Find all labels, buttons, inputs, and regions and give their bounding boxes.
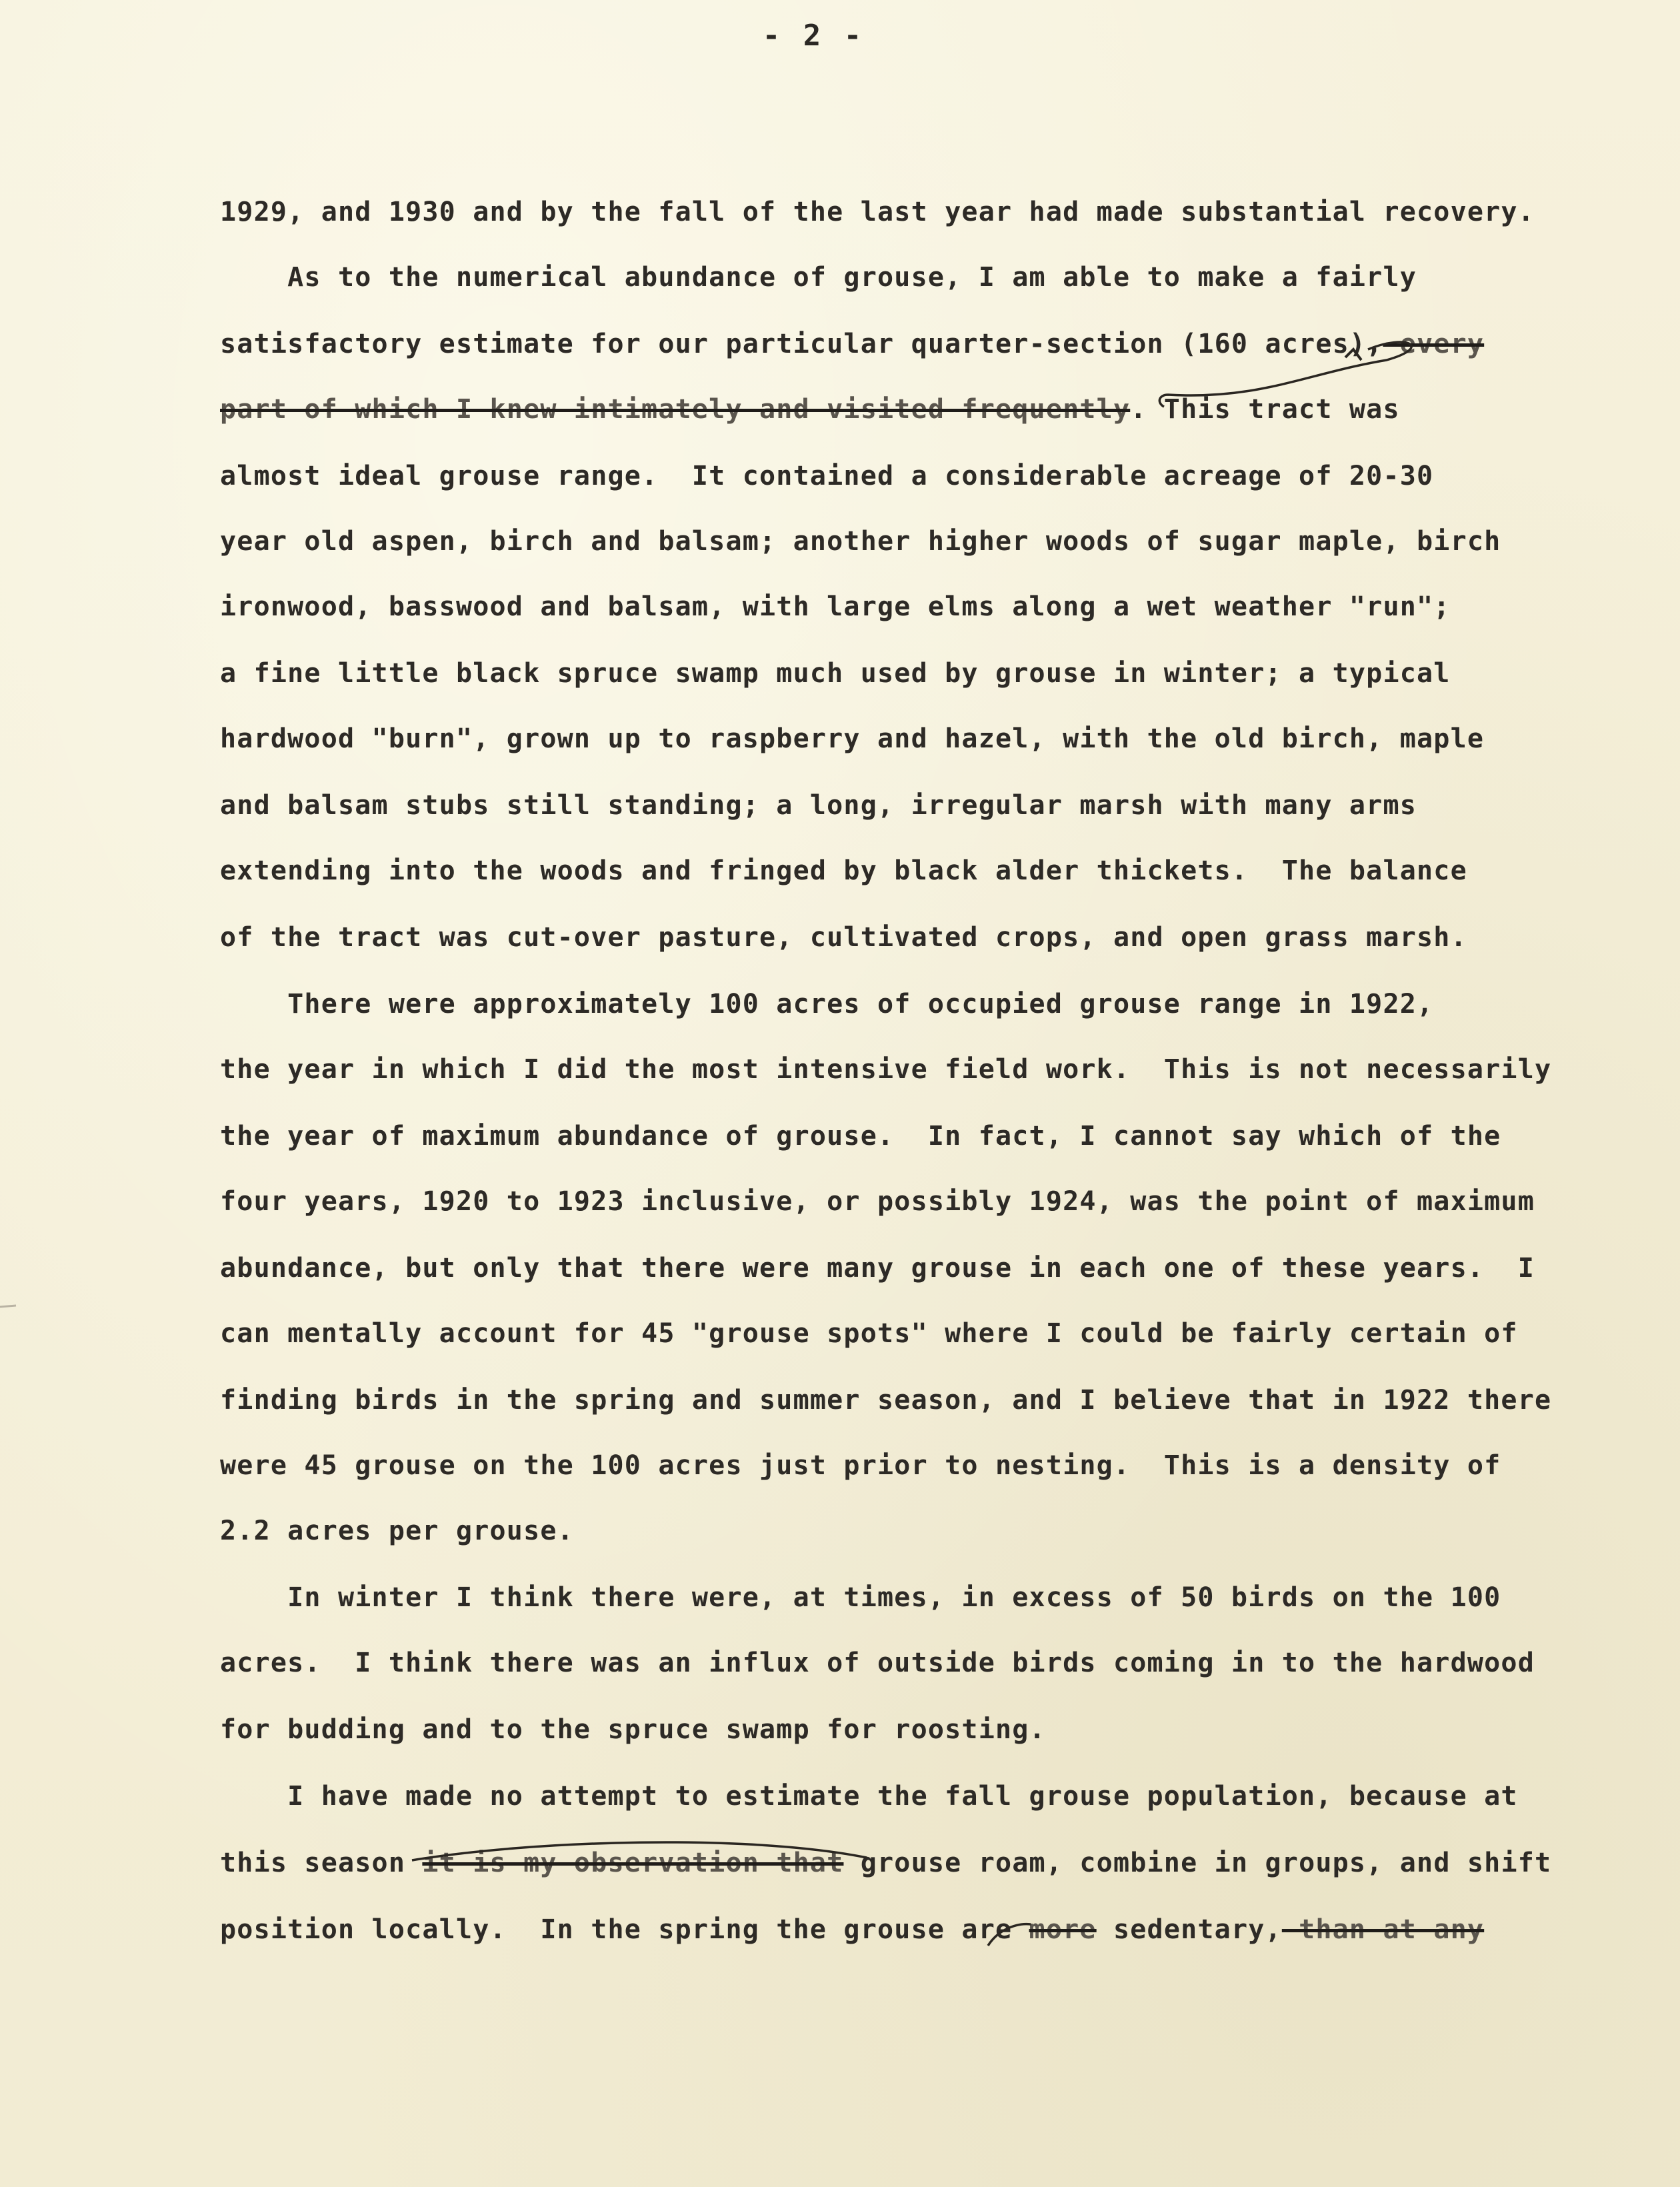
line-text: As to the numerical abundance of grouse, I am able to make a fairly [220,262,1417,293]
line-text: and balsam stubs still standing; a long, irregular marsh with many arms [220,790,1417,821]
line-text: the year in which I did the most intensive field work. This is not necessarily [220,1054,1552,1085]
line-text: acres. I think there was an influx of outside birds coming in to the hardwood [220,1648,1535,1678]
text-line [220,1056,1551,1083]
text-line [220,1716,1046,1743]
text-line [220,264,1417,291]
text-line [220,1850,1551,1876]
text-line [220,463,1433,489]
text-line [220,991,1433,1017]
text-line [220,199,1535,225]
text-line [220,1916,1484,1943]
line-text: for budding and to the spruce swamp for roosting. [220,1714,1046,1745]
line-text: In winter I think there were, at times, in excess of 50 birds on the 100 [220,1582,1501,1613]
text-line [220,1783,1518,1810]
line-text: There were approximately 100 acres of occupied grouse range in 1922, [220,989,1434,1019]
line-text: 1929, and 1930 and by the fall of the last year had made substantial recovery. [220,197,1535,227]
text-line [220,331,1484,357]
line-text: of the tract was cut-over pasture, cultivated crops, and open grass marsh. [220,922,1467,953]
text-line [220,1188,1535,1215]
text-line [220,1123,1501,1150]
text-line [220,528,1501,555]
line-text: four years, 1920 to 1923 inclusive, or possibly 1924, was the point of maximum [220,1186,1535,1217]
text-line [220,1452,1501,1479]
line-text: extending into the woods and fringed by black alder thickets. The balance [220,855,1467,886]
text-line [220,1320,1518,1347]
line-text: ironwood, basswood and balsam, with large elms along a wet weather "run"; [220,591,1451,622]
text-line [220,1650,1535,1676]
struck-text: it is my observation that [422,1848,844,1878]
line-text: position locally. In the spring the grouse are [220,1914,1029,1945]
page-number: - 2 - [762,19,865,53]
line-text: the year of maximum abundance of grouse. In fact, I cannot say which of the [220,1121,1501,1152]
line-text: 2.2 acres per grouse. [220,1516,574,1546]
text-line [220,396,1400,423]
text-line [220,1584,1501,1611]
line-text: can mentally account for 45 "grouse spots" where I could be fairly certain of [220,1318,1518,1349]
line-text: grouse roam, combine in groups, and shift [843,1848,1552,1878]
text-line [220,857,1467,884]
line-text: this season [220,1848,423,1878]
line-text: hardwood "burn", grown up to raspberry and hazel, with the old birch, maple [220,723,1485,754]
text-line [220,792,1417,819]
line-text: were 45 grouse on the 100 acres just prior to nesting. This is a density of [220,1450,1501,1481]
line-text: almost ideal grouse range. It contained a considerable acreage of 20-30 [220,461,1434,491]
line-text: . This tract was [1130,394,1400,425]
line-text: a fine little black spruce swamp much used by grouse in winter; a typical [220,658,1451,689]
line-text: I have made no attempt to estimate the fall grouse population, because at [220,1781,1518,1812]
text-line [220,725,1484,752]
margin-tick-mark [0,1306,16,1307]
struck-text: every [1383,329,1485,359]
text-line [220,593,1451,620]
struck-text: part of which I knew intimately and visited frequently [220,394,1131,425]
text-line [220,1387,1551,1414]
text-line [220,660,1451,687]
line-text: satisfactory estimate for our particular quarter-section (160 acres), [220,329,1383,359]
line-text: finding birds in the spring and summer season, and I believe that in 1922 there [220,1385,1552,1416]
line-text: sedentary, [1096,1914,1282,1945]
struck-text: more [1029,1914,1097,1945]
text-line [220,1518,574,1544]
line-text: abundance, but only that there were many grouse in each one of these years. I [220,1253,1535,1284]
struck-text: than at any [1281,1914,1485,1945]
text-line [220,1255,1535,1282]
line-text: year old aspen, birch and balsam; another higher woods of sugar maple, birch [220,526,1501,557]
text-line [220,924,1467,951]
